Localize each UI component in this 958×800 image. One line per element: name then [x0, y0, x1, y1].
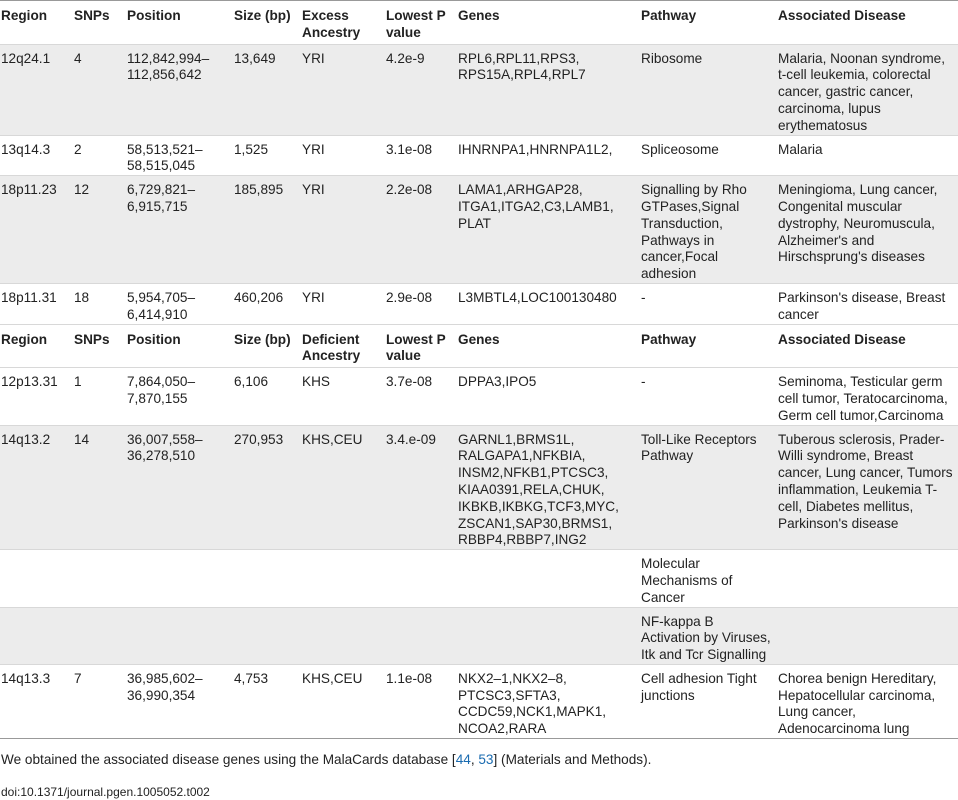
table-footnote [1, 752, 957, 767]
table-cell [385, 550, 457, 607]
table-cell: Deficient Ancestry [302, 331, 361, 364]
table-cell: Toll-Like Receptors Pathway [640, 425, 777, 550]
table-cell [233, 550, 301, 607]
table-cell: Seminoma, Testicular germ cell tumor, Teratocarcinoma, Germ cell tumor,Carcinoma [778, 374, 948, 423]
table-row [0, 283, 958, 324]
table-cell: 12p13.31 [1, 374, 58, 390]
table-cell [0, 550, 73, 607]
table-cell: Meningioma, Lung cancer, Congenital muscular dystrophy, Neuromuscula, Alzheimer's and Hirschsprung's diseases [777, 176, 958, 284]
table-cell: Genes [458, 331, 500, 347]
table-cell: 4 [73, 44, 126, 135]
table-cell: 6,106 [234, 374, 269, 390]
table-cell: Malaria, Noonan syndrome, t-cell leukemia, colorectal cancer, gastric cancer, carcinoma, lupus erythematosus [777, 44, 958, 135]
table-cell: IHNRNPA1,HNRNPA1L2, [458, 141, 613, 157]
table-cell: 36,007,558–36,278,510 [126, 425, 233, 550]
table-cell: KHS,CEU [301, 425, 385, 550]
table-cell: 1,525 [234, 141, 269, 157]
table-cell: 460,206 [234, 289, 284, 305]
table-cell: 7 [74, 670, 82, 686]
reference-link-53[interactable]: 53 [478, 752, 494, 767]
table-cell: Molecular Mechanisms of Cancer [641, 556, 733, 605]
table-cell: 1.1e-08 [386, 670, 433, 686]
table-row [0, 368, 958, 425]
table-cell: 270,953 [233, 425, 301, 550]
table-cell: 2.2e-08 [385, 176, 457, 284]
table-cell: Associated Disease [778, 331, 906, 347]
table-cell: 3.1e-08 [386, 141, 433, 157]
table-cell: Position [127, 331, 181, 347]
table-row [0, 607, 958, 664]
table-cell [0, 607, 73, 664]
table-cell: 3.4.e-09 [385, 425, 457, 550]
table-cell: 12q24.1 [0, 44, 73, 135]
table-cell [777, 550, 958, 607]
table-cell: 13,649 [233, 44, 301, 135]
table-body [0, 1, 958, 739]
table-cell: NKX2–1,NKX2–8, PTCSC3,SFTA3, CCDC59,NCK1,MAPK1, NCOA2,RARA [458, 670, 607, 737]
table-row [0, 44, 958, 135]
table-cell: 14 [73, 425, 126, 550]
table-cell: Spliceosome [641, 141, 719, 157]
table-cell: 14q13.2 [0, 425, 73, 550]
table-cell: 14q13.3 [1, 670, 51, 686]
footnote-separator: , [470, 752, 479, 767]
table-row [0, 550, 958, 607]
table-cell: Lowest P value [386, 8, 446, 40]
table-cell: Parkinson's disease, Breast cancer [778, 289, 946, 322]
table-cell [457, 607, 640, 664]
footnote-text-end: ] (Materials and Methods). [493, 752, 652, 767]
header-row-excess [0, 1, 958, 45]
table-cell: 4.2e-9 [385, 44, 457, 135]
table-cell: Size (bp) [234, 8, 291, 23]
header-row-deficient [0, 324, 958, 368]
table-cell: 2 [74, 141, 82, 157]
table-cell: YRI [302, 141, 325, 157]
table-cell [233, 607, 301, 664]
table-cell: 2.9e-08 [386, 289, 433, 305]
table-cell: - [641, 374, 646, 390]
table-cell: 4,753 [234, 670, 269, 686]
table-cell: NF-kappa B Activation by Viruses, Itk and Tcr Signalling [640, 607, 777, 664]
table-cell: KHS,CEU [302, 670, 363, 686]
table-cell: 7,864,050–7,870,155 [127, 374, 196, 406]
table-cell: Region [1, 8, 48, 23]
table-row [0, 135, 958, 176]
table-cell: Cell adhesion Tight junctions [641, 670, 757, 703]
table-cell: - [641, 289, 646, 305]
table-cell: Ribosome [640, 44, 777, 135]
table-cell [301, 550, 385, 607]
table-cell: 1 [74, 374, 82, 390]
table-cell: 185,895 [233, 176, 301, 284]
table-cell: LAMA1,ARHGAP28, ITGA1,ITGA2,C3,LAMB1, PLAT [457, 176, 640, 284]
table-cell [73, 607, 126, 664]
table-cell: 18p11.31 [1, 289, 57, 305]
table-cell: Tuberous sclerosis, Prader-Willi syndrome, Breast cancer, Lung cancer, Tumors inflammation, Leukemia T-cell, Diabetes mellitus, Parkinson's disease [777, 425, 958, 550]
table-cell: 18p11.23 [0, 176, 73, 284]
table-cell [126, 550, 233, 607]
table-cell: 58,513,521–58,515,045 [127, 141, 203, 174]
table-cell: GARNL1,BRMS1L, RALGAPA1,NFKBIA, INSM2,NFKB1,PTCSC3, KIAA0391,RELA,CHUK, IKBKB,IKBKG,TCF3,MYC, ZSCAN1,SAP30,BRMS1, RBBP4,RBBP7,ING2 [457, 425, 640, 550]
table-cell: SNPs [74, 331, 110, 347]
table-cell: 18 [74, 289, 90, 305]
table-cell: Chorea benign Hereditary, Hepatocellular carcinoma, Lung cancer, Adenocarcinoma lung [778, 670, 937, 737]
table-cell: Pathway [641, 331, 697, 347]
table-cell: KHS [302, 374, 330, 390]
table-cell [457, 550, 640, 607]
table-cell [301, 607, 385, 664]
table-row [0, 664, 958, 738]
table-cell: 112,842,994–112,856,642 [126, 44, 233, 135]
table-cell [385, 607, 457, 664]
table-row [0, 425, 958, 550]
reference-link-44[interactable]: 44 [455, 752, 471, 767]
table-cell [73, 550, 126, 607]
table-cell: YRI [301, 176, 385, 284]
table-cell: Size (bp) [234, 331, 291, 347]
table-cell: Associated Disease [778, 8, 906, 23]
table-cell: Pathway [641, 8, 697, 23]
table-cell: Lowest P value [386, 331, 446, 364]
table-row [0, 176, 958, 284]
table-cell: L3MBTL4,LOC100130480 [458, 289, 617, 305]
table-cell: 36,985,602–36,990,354 [127, 670, 203, 703]
table-cell: RPL6,RPL11,RPS3, RPS15A,RPL4,RPL7 [457, 44, 640, 135]
table-cell: Excess Ancestry [302, 8, 361, 40]
table-cell: 5,954,705–6,414,910 [127, 289, 196, 322]
table-cell: 13q14.3 [1, 141, 51, 157]
table-cell: 6,729,821–6,915,715 [126, 176, 233, 284]
table-cell: 12 [73, 176, 126, 284]
table-cell: YRI [302, 289, 325, 305]
footnote-text: We obtained the associated disease genes using the MalaCards database [ [1, 752, 456, 767]
table-cell: Genes [458, 8, 500, 23]
table-cell: YRI [301, 44, 385, 135]
table-cell: Malaria [778, 141, 823, 157]
table-cell: SNPs [74, 8, 110, 23]
table-cell: Region [1, 331, 48, 347]
table-cell [126, 607, 233, 664]
table-cell: Signalling by Rho GTPases,Signal Transduction, Pathways in cancer,Focal adhesion [640, 176, 777, 284]
table-cell [777, 607, 958, 664]
table-cell: DPPA3,IPO5 [458, 374, 537, 390]
table-cell: Position [127, 8, 181, 23]
doi-label: doi:10.1371/journal.pgen.1005052.t002 [1, 785, 210, 799]
table-cell: 3.7e-08 [386, 374, 433, 390]
